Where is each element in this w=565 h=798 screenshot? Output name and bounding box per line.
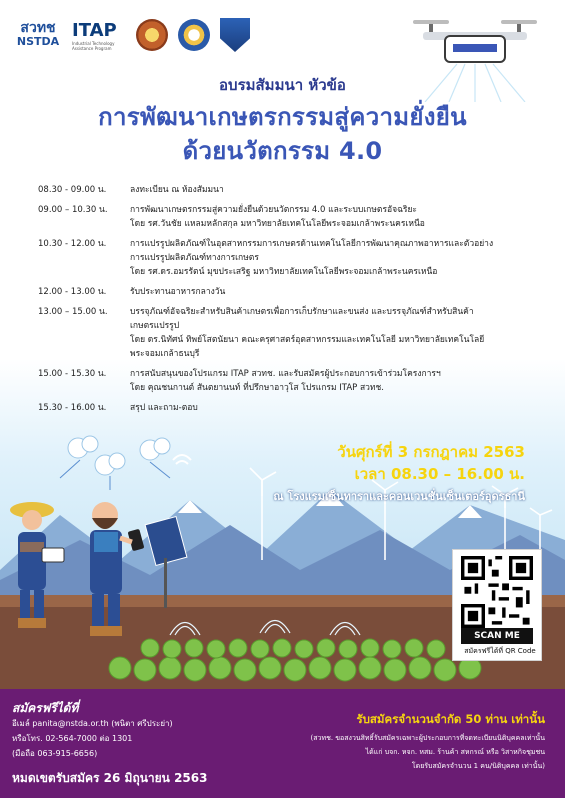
shield-emblem-icon (220, 18, 250, 52)
agenda-line: สรุป และถาม-ตอบ (130, 403, 198, 413)
qr-code-icon[interactable] (461, 556, 533, 628)
agenda-line: เกษตรแปรรูป (130, 321, 180, 331)
agenda-desc (130, 203, 558, 231)
agenda-desc (130, 305, 558, 361)
agenda-line: พระจอมเกล้าธนบุรี (130, 349, 200, 359)
agenda-line: ลงทะเบียน ณ ห้องสัมมนา (130, 185, 224, 195)
register-email[interactable]: อีเมล์ panita@nstda.or.th (พนิตา ศรีประย่า) (12, 719, 173, 728)
agenda-line: โดย ดร.นิทัศน์ ทิพย์โสตนัยนา คณะครุศาสตร์อุตสาหกรรมและเทคโนโลยี มหาวิทยาลัยเทคโนโลยี (130, 335, 485, 345)
institute-seal-icon (178, 19, 210, 51)
eligibility-note-1: (สวทช. ขอสงวนสิทธิ์รับสมัครเฉพาะผู้ประกอบการที่จดทะเบียนนิติบุคคลเท่านั้น (310, 734, 545, 742)
agenda-time: 15.00 - 15.30 น. (38, 369, 107, 379)
qr-caption: สมัครฟรีได้ที่ QR Code (464, 647, 536, 655)
scan-me-label: SCAN ME (461, 628, 533, 644)
agenda-time: 08.30 - 09.00 น. (38, 185, 107, 195)
register-mobile[interactable]: (มือถือ 063-915-6656) (12, 749, 98, 758)
itap-logo-sub: Industrial Technology Assistance Program (72, 40, 115, 51)
logo-bar (14, 18, 250, 52)
nstda-logo (14, 22, 62, 48)
seminar-kicker: อบรมสัมมนา หัวข้อ (219, 76, 346, 94)
event-venue: ณ โรงแรมเซ็นทาราและคอนเวนชั่นเซ็นเตอร์อุดรธานี (273, 490, 525, 503)
agenda-row (38, 305, 558, 361)
agenda-line: โดย คุณชนกานต์ สันตยานนท์ ที่ปรึกษาอาวุโส โปรแกรม ITAP สวทช. (130, 383, 384, 393)
agenda-time: 12.00 - 13.00 น. (38, 287, 107, 297)
seminar-title-line1: การพัฒนาเกษตรกรรมสู่ความยั่งยืน (98, 103, 467, 131)
agenda-line: การแปรรูปผลิตภัณฑ์ทางการเกษตร (130, 253, 259, 263)
agenda-line: โดย รศ.ดร.อมรรัตน์ มุขประเสริฐ มหาวิทยาลัยเทคโนโลยีพระจอมเกล้าพระนครเหนือ (130, 267, 438, 277)
agenda-line: รับประทานอาหารกลางวัน (130, 287, 226, 297)
agenda-desc (130, 401, 558, 415)
seminar-title-line2: ด้วยนวัตกรรม 4.0 (182, 137, 383, 165)
agenda-time: 10.30 - 12.00 น. (38, 239, 107, 249)
agenda-line: การสนับสนุนของโปรแกรม ITAP สวทช. และรับสมัครผู้ประกอบการเข้าร่วมโครงการฯ (130, 369, 441, 379)
eligibility-note-2: ได้แก่ บจก. หจก. หสม. ร้านค้า สหกรณ์ หรือ วิสาหกิจชุมชน (365, 748, 545, 756)
agenda-desc (130, 367, 558, 395)
agenda-row (38, 237, 558, 279)
agenda (38, 183, 558, 421)
agenda-line: การพัฒนาเกษตรกรรมสู่ความยั่งยืนด้วยนวัตกรรม 4.0 และระบบเกษตรอัจฉริยะ (130, 205, 417, 215)
itap-logo (72, 20, 126, 51)
event-date: วันศุกร์ที่ 3 กรกฎาคม 2563 (337, 443, 525, 461)
register-deadline: หมดเขตรับสมัคร 26 มิถุนายน 2563 (12, 771, 208, 785)
agenda-row (38, 203, 558, 231)
nstda-logo-eng: NSTDA (16, 35, 60, 48)
agenda-line: บรรจุภัณฑ์อัจฉริยะสำหรับสินค้าเกษตรเพื่อการเก็บรักษาและขนส่ง และบรรจุภัณฑ์สำหรับสินค้า (130, 307, 474, 317)
agenda-row (38, 367, 558, 395)
agenda-row (38, 183, 558, 197)
nstda-logo-thai: สวทช (20, 20, 56, 36)
registration-footer (0, 689, 565, 798)
itap-logo-text: ITAP (72, 19, 117, 41)
agenda-row (38, 401, 558, 415)
agenda-row (38, 285, 558, 299)
agenda-time: 13.00 – 15.00 น. (38, 307, 108, 317)
agenda-desc (130, 183, 558, 197)
register-heading: สมัครฟรีได้ที่ (12, 701, 79, 715)
agenda-desc (130, 285, 558, 299)
agenda-line: โดย รศ.วันชัย แหลมหลักสกุล มหาวิทยาลัยเทคโนโลยีพระจอมเกล้าพระนครเหนือ (130, 219, 425, 229)
agenda-line: การแปรรูปผลิตภัณฑ์ในอุตสาหกรรมการเกษตรด้านเทคโนโลยีการพัฒนาคุณภาพอาหารและตัวอย่าง (130, 239, 494, 249)
event-time: เวลา 08.30 – 16.00 น. (354, 465, 525, 483)
agenda-desc (130, 237, 558, 279)
qr-code-card[interactable] (452, 549, 542, 661)
seat-limit: รับสมัครจำนวนจำกัด 50 ท่าน เท่านั้น (356, 712, 545, 726)
agenda-time: 09.00 – 10.30 น. (38, 205, 108, 215)
register-phone[interactable]: หรือโทร. 02-564-7000 ต่อ 1301 (12, 734, 133, 743)
university-seal-icon (136, 19, 168, 51)
agenda-time: 15.30 - 16.00 น. (38, 403, 107, 413)
eligibility-note-3: โดยรับสมัครจำนวน 1 คน/นิติบุคคล เท่านั้น) (411, 762, 545, 770)
